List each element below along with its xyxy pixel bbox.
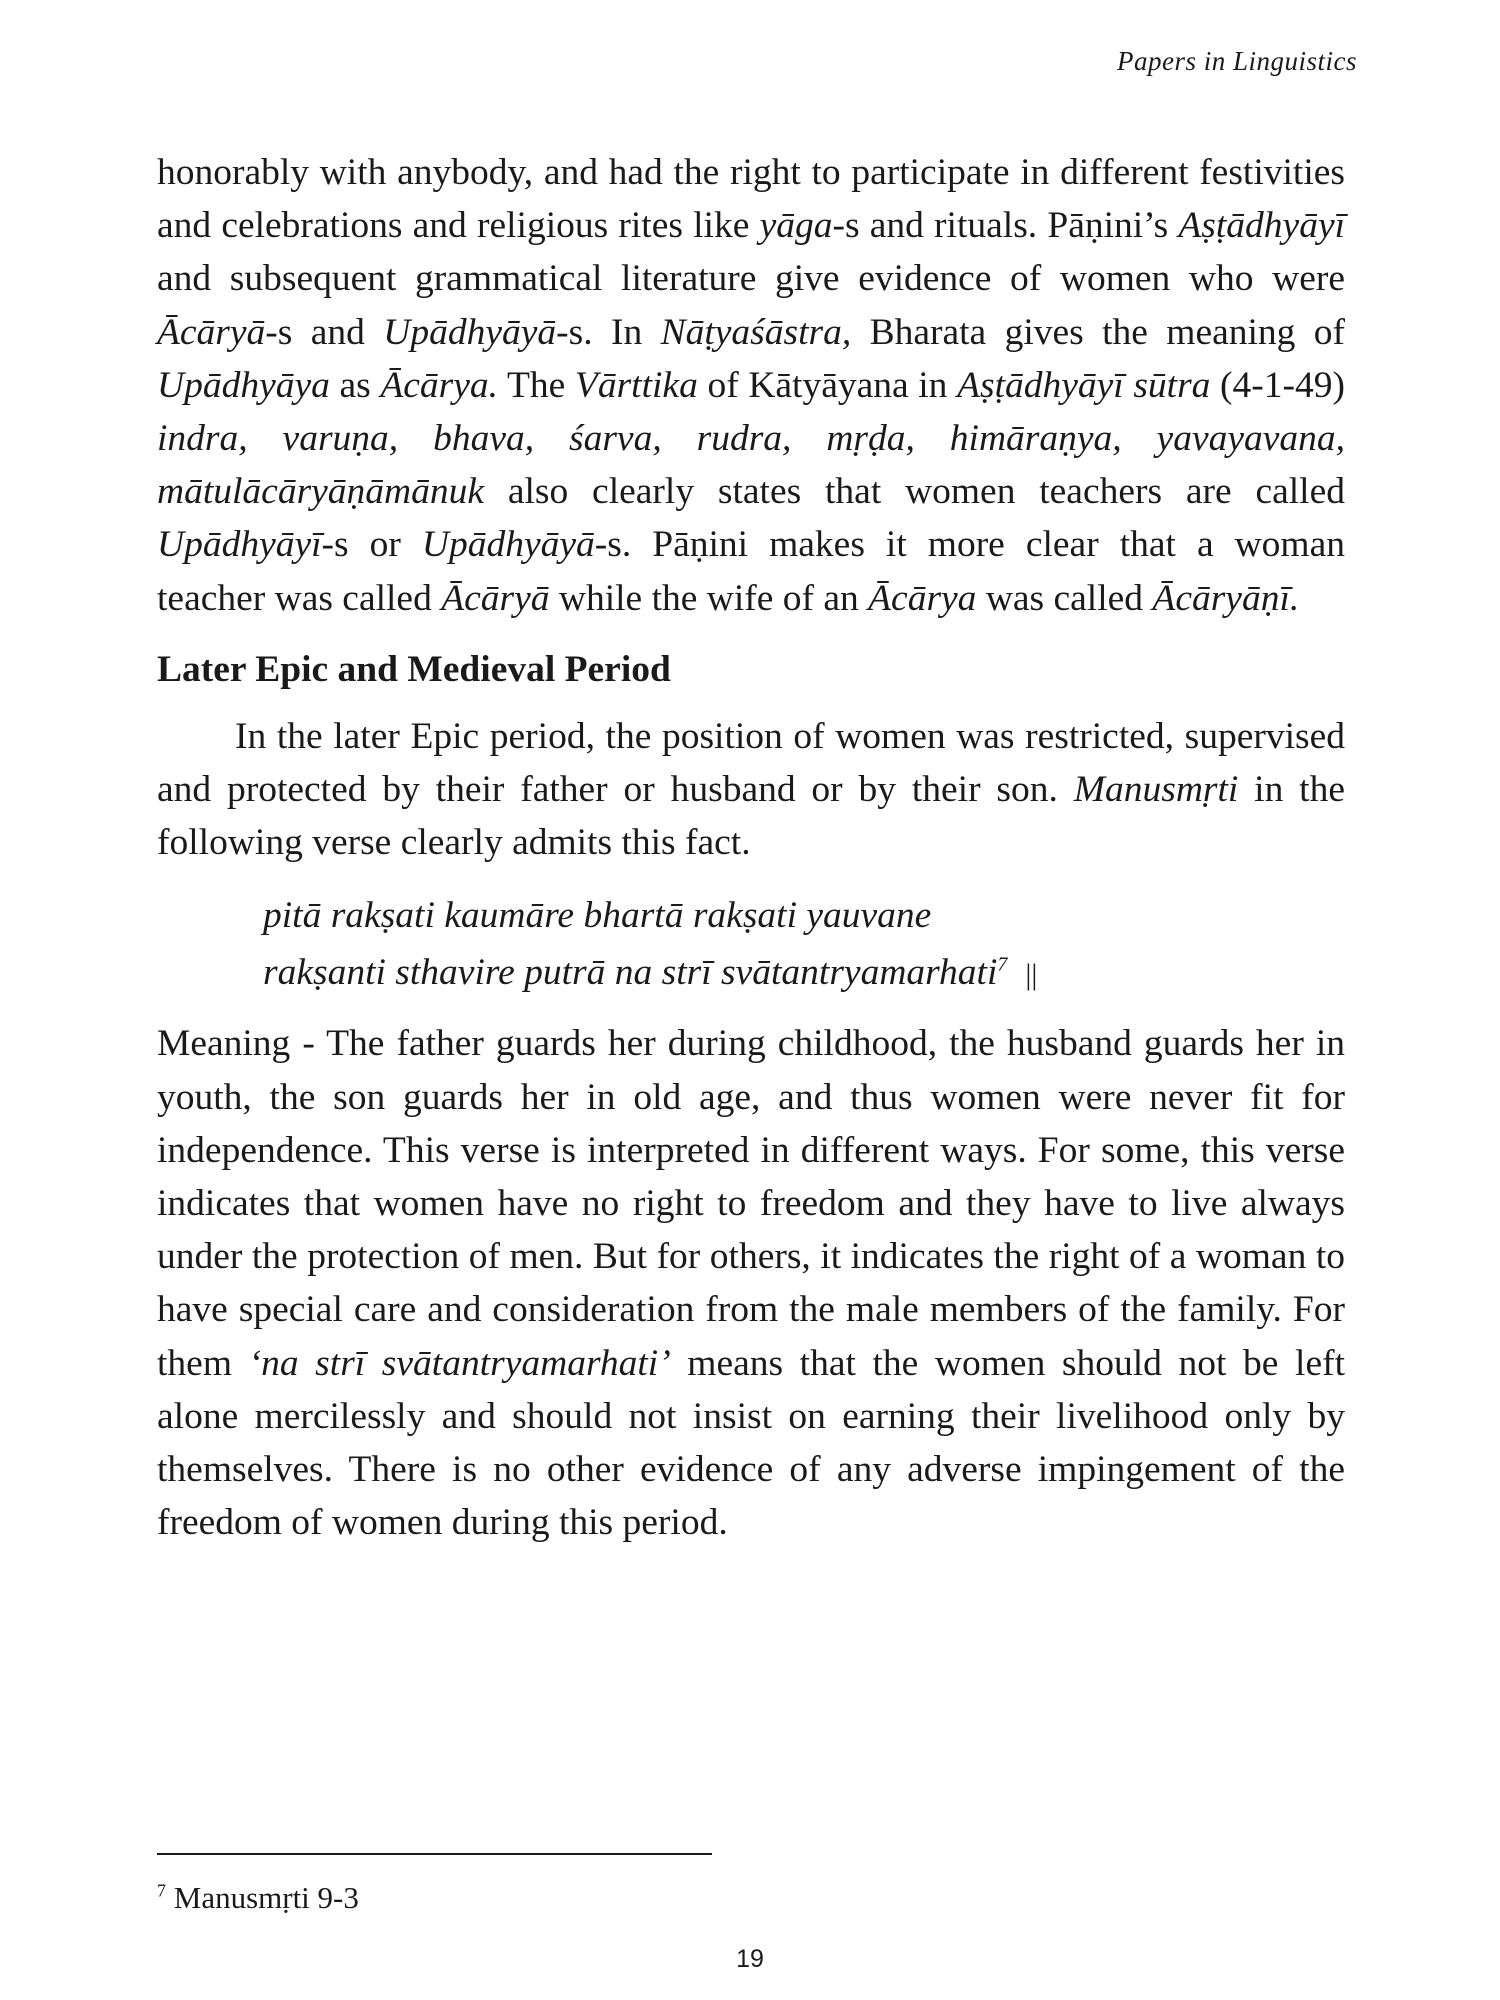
page-body [157, 146, 1345, 1549]
term-upadhyaya: Upādhyāya [157, 364, 330, 406]
term-upadhyayi: Upādhyāyī [157, 524, 322, 566]
text-run: Meaning - The father guards her during childhood, the husband guards her in youth, the son guards her in old age, and thus women were never fit for independence. This verse is interpreted in different ways. For some, this verse indicates that women have no right to freedom and they have to live always under the protection of men. But for others, it indicates the right of a woman to have special care and consideration from the male members of the family. For them [157, 1023, 1345, 1384]
text-run: of Kātyāyana in [697, 364, 958, 406]
term-acarya: Ācāryā [441, 577, 550, 619]
text-run: and subsequent grammatical literature give evidence of women who were [157, 258, 1345, 300]
term-natyasastra: Nāṭyaśāstra, [660, 311, 852, 353]
paragraph-meaning [157, 1017, 1345, 1549]
term-sutra-list: indra, varuṇa, bhava, śarva, rudra, mṛḍa, himāraṇya, yavayavana, mātulācāryāṇāmānuk [157, 418, 1345, 513]
term-acaryani: Ācāryāṇī. [1152, 577, 1300, 619]
text-run: -s and [265, 311, 384, 353]
verse-end-mark: || [1025, 958, 1038, 992]
text-run: means that the women should not be left alone mercilessly and should not insist on earning their livelihood only by themselves. There is no other evidence of any adverse impingement of the freedom of women during this period. [157, 1342, 1345, 1544]
footnote-text: Manusmṛti 9-3 [173, 1880, 359, 1915]
text-run: The [498, 364, 575, 406]
term-astadhyayi: Aṣṭādhyāyī [1178, 205, 1346, 247]
term-acarya: Ācāryā [157, 311, 266, 353]
term-acarya: Ācārya [868, 577, 977, 619]
text-run: also clearly states that women teachers are called [484, 471, 1345, 513]
text-run: In the later Epic period, the position of women was restricted, supervised and protected by their father or husband or by their son. [157, 715, 1345, 811]
sanskrit-verse [157, 887, 1345, 1003]
text-run: -s and rituals. Pāṇini’s [832, 205, 1179, 247]
text-run: -s or [321, 524, 422, 566]
section-heading: Later Epic and Medieval Period [157, 648, 671, 690]
text-run: in the following verse clearly admits this fact. [157, 769, 1345, 864]
term-astadhyayi-sutra: Aṣṭādhyāyī sūtra [957, 364, 1211, 406]
verse-line-2-text: rakṣanti sthavire putrā na strī svātantryamarhati [263, 952, 998, 994]
page-number: 19 [736, 1945, 764, 1973]
text-run: as [329, 364, 381, 406]
text-run: -s. In [556, 311, 661, 353]
term-upadhyaya: Upādhyāyā [383, 311, 557, 353]
text-run: honorably with anybody, and had the right to participate in different festivities and celebrations and religious rites like [157, 152, 1345, 247]
text-run: was called [976, 577, 1153, 619]
footnote-divider [157, 1853, 712, 1855]
footnote [157, 1878, 359, 1918]
term-quoted-phrase: ‘na strī svātantryamarhati’ [248, 1342, 671, 1384]
verse-line-2 [263, 944, 1345, 1003]
text-run: -s. Pāṇini makes it more clear that a woman teacher was called [157, 524, 1345, 619]
paragraph-women-teachers [157, 146, 1345, 625]
text-run: while the wife of an [549, 577, 869, 619]
footnote-reference: 7 [997, 953, 1008, 976]
text-run: (4-1-49) [1210, 364, 1345, 406]
footnote-mark: 7 [157, 1880, 166, 1901]
text-run: Bharata gives the meaning of [851, 311, 1346, 353]
verse-line-1: pitā rakṣati kaumāre bhartā rakṣati yauvane [263, 895, 932, 937]
running-header: Papers in Linguistics [1116, 46, 1357, 76]
term-yaga: yāga [759, 205, 833, 247]
paragraph-epic-period [157, 710, 1345, 870]
term-upadhyaya: Upādhyāyā [421, 524, 595, 566]
term-varttika: Vārttika [574, 364, 698, 406]
term-manusmrti: Manusmṛti [1073, 769, 1239, 811]
term-acarya: Ācārya. [380, 364, 499, 406]
